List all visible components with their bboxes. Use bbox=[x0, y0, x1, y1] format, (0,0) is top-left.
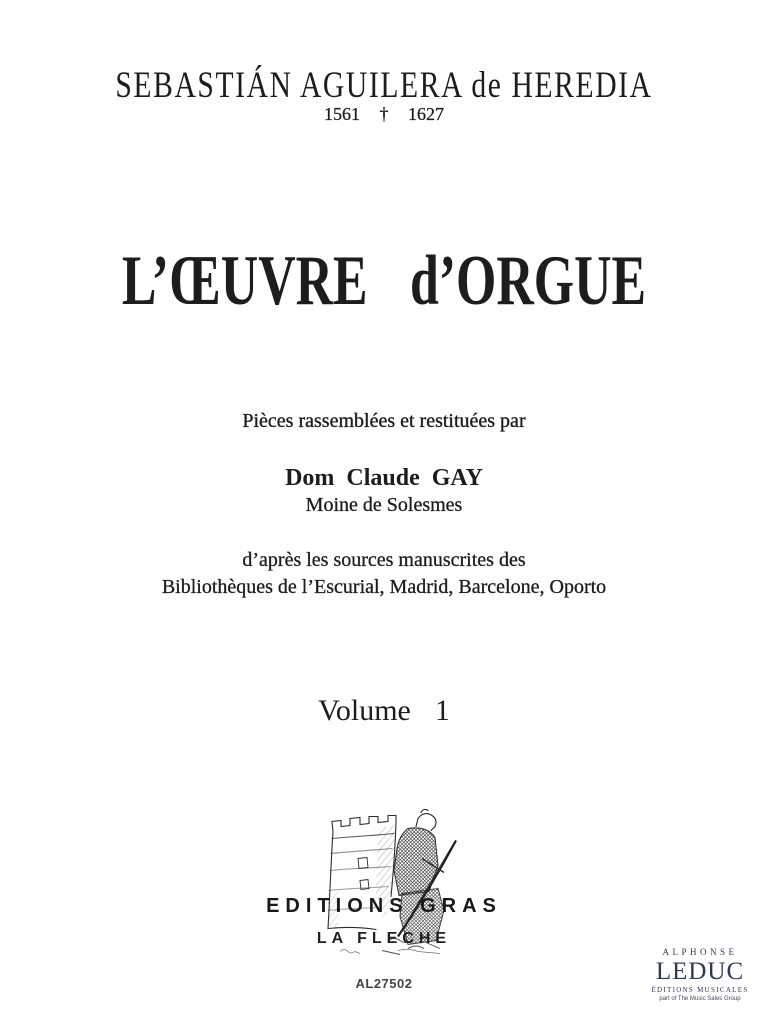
leduc-logo-leduc: LEDUC bbox=[655, 958, 745, 985]
work-title-word1: L’ŒUVRE bbox=[121, 242, 368, 320]
composer-dates: 1561 † 1627 bbox=[324, 104, 444, 124]
sources-line-1: d’après les sources manuscrites des bbox=[242, 549, 526, 571]
composer-name: SEBASTIÁN AGUILERA de HEREDIA bbox=[115, 65, 653, 106]
work-title-word2: d’ORGUE bbox=[409, 242, 647, 320]
work-title bbox=[104, 241, 665, 322]
leduc-logo-alphonse: ALPHONSE bbox=[662, 947, 738, 957]
publisher-city: LA FLECHE bbox=[316, 930, 452, 947]
volume-number: 1 bbox=[434, 694, 450, 727]
volume-label: Volume bbox=[318, 694, 411, 727]
editor-role: Moine de Solesmes bbox=[305, 494, 463, 516]
catalog-number: AL27502 bbox=[355, 976, 413, 991]
alphonse-leduc-logo bbox=[643, 948, 757, 1002]
leduc-logo-music-sales-group: part of The Music Sales Group bbox=[659, 996, 741, 1002]
collected-by-line: Pièces rassemblées et restituées par bbox=[242, 410, 526, 432]
publisher-name: EDITIONS GRAS bbox=[266, 895, 502, 917]
sources-line-2: Bibliothèques de l’Escurial, Madrid, Barcelone, Oporto bbox=[161, 576, 607, 598]
leduc-logo-editions-musicales: ÉDITIONS MUSICALES bbox=[651, 986, 749, 994]
volume-line bbox=[0, 694, 768, 728]
editor-name: Dom Claude GAY bbox=[285, 465, 483, 491]
